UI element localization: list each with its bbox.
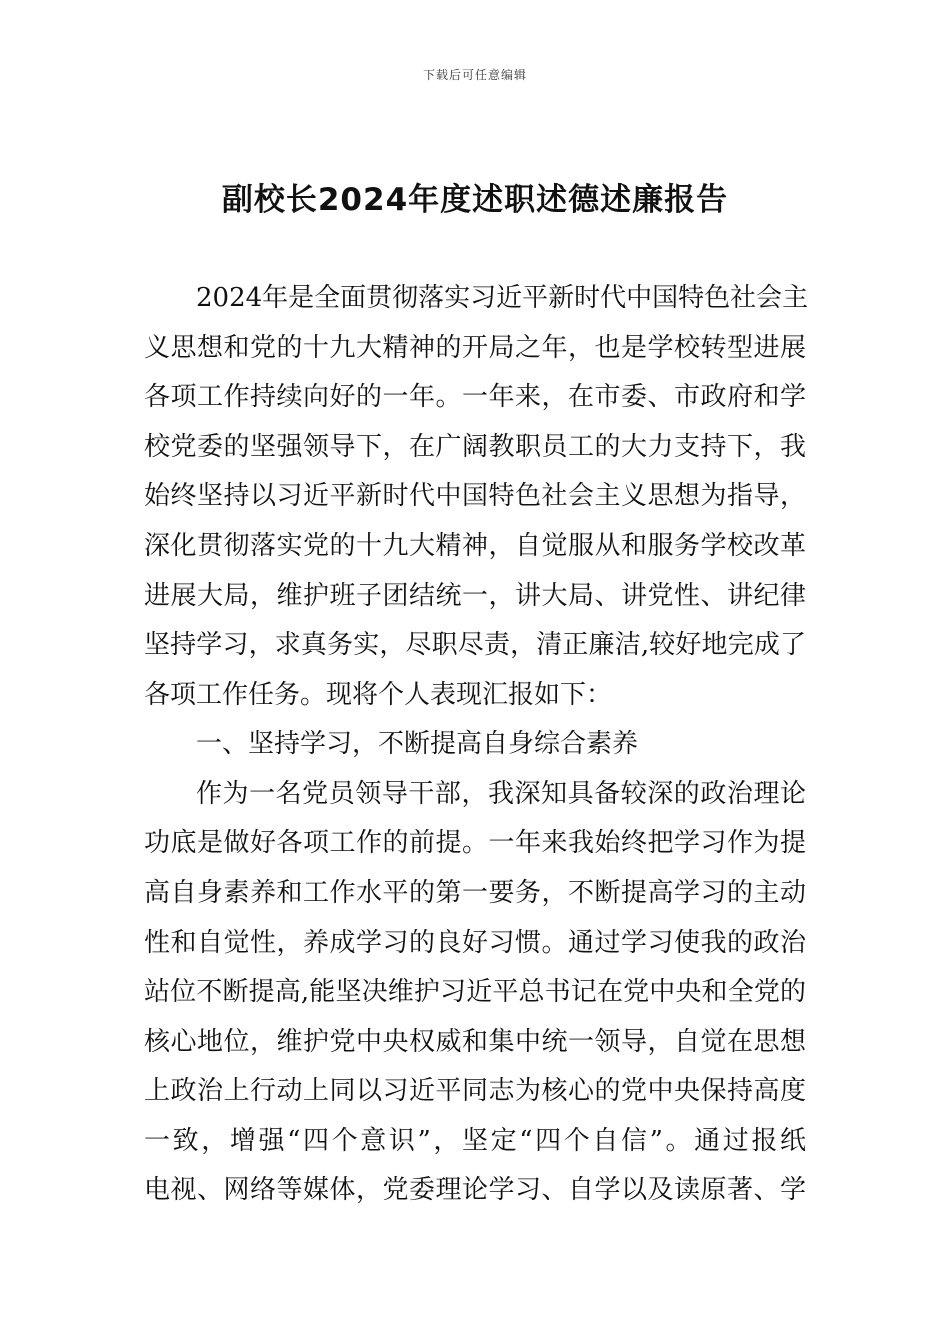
paragraph-line: 高自身素养和工作水平的第一要务，不断提高学习的主动 (144, 878, 806, 908)
header-note: 下载后可任意编辑 (422, 68, 527, 82)
paragraph-line: 义思想和党的十九大精神的开局之年，也是学校转型进展 (144, 333, 806, 363)
paragraph-line: 各项工作持续向好的一年。一年来，在市委、市政府和学 (144, 382, 806, 412)
paragraph-line: 坚持学习，求真务实，尽职尽责，清正廉洁,较好地完成了 (144, 630, 806, 660)
paragraph-line: 一致，增强“四个意识”，坚定“四个自信”。通过报纸 (144, 1126, 806, 1156)
paragraph-line: 功底是做好各项工作的前提。一年来我始终把学习作为提 (144, 828, 806, 858)
paragraph-line: 站位不断提高,能坚决维护习近平总书记在党中央和全党的 (144, 977, 806, 1007)
paragraph-line: 校党委的坚强领导下，在广阔教职员工的大力支持下，我 (144, 432, 806, 462)
paragraph-line: 2024年是全面贯彻落实习近平新时代中国特色社会主 (196, 283, 809, 313)
paragraph-line: 电视、网络等媒体，党委理论学习、自学以及读原著、学 (144, 1175, 806, 1205)
paragraph-line: 上政治上行动上同以习近平同志为核心的党中央保持高度 (144, 1076, 806, 1106)
paragraph-line: 进展大局，维护班子团结统一，讲大局、讲党性、讲纪律 (144, 581, 806, 611)
paragraph-line: 深化贯彻落实党的十九大精神，自觉服从和服务学校改革 (144, 531, 806, 561)
section-heading: 一、坚持学习，不断提高自身综合素养 (196, 729, 639, 759)
paragraph-line: 核心地位，维护党中央权威和集中统一领导，自觉在思想 (144, 1027, 806, 1057)
paragraph-line: 作为一名党员领导干部，我深知具备较深的政治理论 (196, 779, 806, 809)
paragraph-line: 各项工作任务。现将个人表现汇报如下： (144, 680, 613, 710)
paragraph-line: 始终坚持以习近平新时代中国特色社会主义思想为指导， (144, 481, 806, 511)
document-title: 副校长2024年度述职述德述廉报告 (221, 182, 729, 218)
paragraph-line: 性和自觉性，养成学习的良好习惯。通过学习使我的政治 (144, 928, 806, 958)
